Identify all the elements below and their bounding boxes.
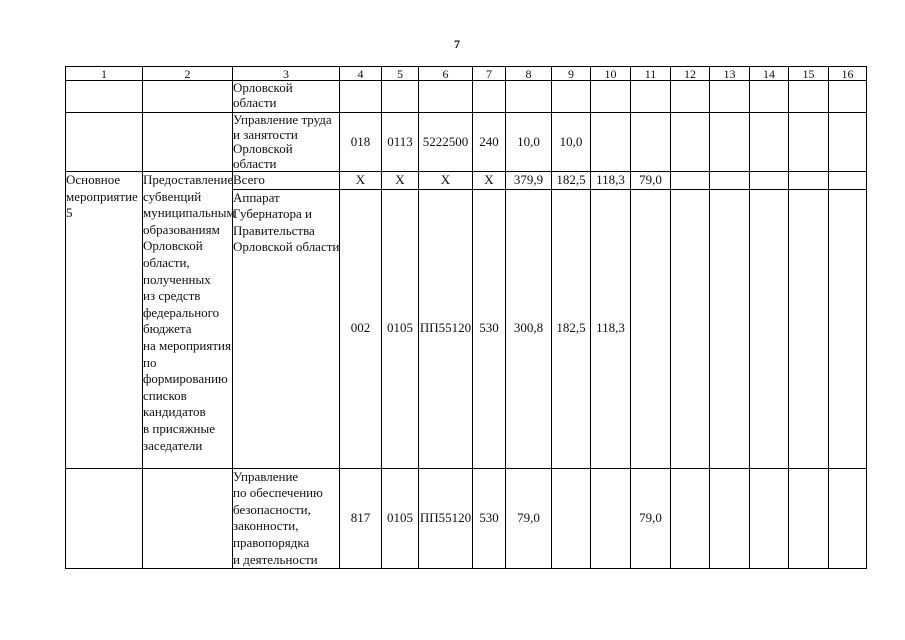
executor-cell: Аппарат Губернатора и Правительства Орловской области [233,189,340,468]
amount-cell [750,172,789,190]
amount-cell [552,468,591,569]
executor-cell: Всего [233,172,340,190]
amount-cell [789,113,829,172]
code-cell: 0105 [382,189,419,468]
code-cell: 240 [473,113,506,172]
table-row [66,113,867,172]
column-header: 6 [419,67,473,81]
column-header: 3 [233,67,340,81]
description-cell [143,113,233,172]
table-row [66,468,867,569]
amount-cell [829,189,867,468]
amount-cell [829,81,867,113]
amount-cell: 118,3 [591,172,631,190]
amount-cell: 182,5 [552,189,591,468]
amount-cell [710,189,750,468]
amount-cell [710,172,750,190]
code-cell: 5222500 [419,113,473,172]
amount-cell [710,81,750,113]
column-header: 10 [591,67,631,81]
description-cell [143,81,233,113]
measure-cell [66,468,143,569]
column-header: 15 [789,67,829,81]
amount-cell [591,468,631,569]
page-number: 7 [454,37,460,51]
description-cell [143,468,233,569]
code-cell [473,81,506,113]
code-cell: X [473,172,506,190]
budget-table [65,66,867,569]
amount-cell: 379,9 [506,172,552,190]
amount-cell: 182,5 [552,172,591,190]
code-cell: 018 [340,113,382,172]
executor-cell: Управление труда и занятости Орловской области [233,113,340,172]
amount-cell [506,81,552,113]
code-cell: ПП55120 [419,468,473,569]
amount-cell [750,468,789,569]
amount-cell [750,113,789,172]
description-cell: Предоставление субвенций муниципальным образованиям Орловской области, полученных из средств федерального бюджета на мероприятия по формированию списков кандидатов в присяжные заседатели [143,172,233,469]
amount-cell [591,81,631,113]
amount-cell [829,172,867,190]
amount-cell [789,468,829,569]
amount-cell [671,81,710,113]
amount-cell: 79,0 [631,468,671,569]
code-cell [340,81,382,113]
column-header: 8 [506,67,552,81]
measure-cell [66,113,143,172]
table-row [66,172,867,190]
code-cell: X [340,172,382,190]
code-cell: 530 [473,189,506,468]
code-cell: X [419,172,473,190]
amount-cell [710,468,750,569]
amount-cell [829,468,867,569]
amount-cell: 10,0 [506,113,552,172]
code-cell: ПП55120 [419,189,473,468]
column-header: 7 [473,67,506,81]
executor-cell: Управление по обеспечению безопасности, законности, правопорядка и деятельности [233,468,340,569]
amount-cell: 118,3 [591,189,631,468]
code-cell [419,81,473,113]
amount-cell [750,189,789,468]
code-cell: 530 [473,468,506,569]
code-cell: 0105 [382,468,419,569]
column-header: 11 [631,67,671,81]
amount-cell [671,172,710,190]
measure-cell: Основное мероприятие 5 [66,172,143,469]
amount-cell [671,468,710,569]
executor-cell: Орловской области [233,81,340,113]
column-header: 14 [750,67,789,81]
amount-cell [631,81,671,113]
amount-cell [789,172,829,190]
column-header: 12 [671,67,710,81]
amount-cell [671,189,710,468]
table-row [66,81,867,113]
amount-cell: 79,0 [506,468,552,569]
column-header: 16 [829,67,867,81]
code-cell: 002 [340,189,382,468]
amount-cell: 79,0 [631,172,671,190]
column-header: 2 [143,67,233,81]
amount-cell [789,189,829,468]
amount-cell [750,81,789,113]
amount-cell [710,113,750,172]
code-cell [382,81,419,113]
code-cell: X [382,172,419,190]
column-header: 13 [710,67,750,81]
column-header: 4 [340,67,382,81]
code-cell: 817 [340,468,382,569]
column-header: 9 [552,67,591,81]
amount-cell: 10,0 [552,113,591,172]
amount-cell: 300,8 [506,189,552,468]
amount-cell [552,81,591,113]
amount-cell [631,113,671,172]
code-cell: 0113 [382,113,419,172]
column-header: 5 [382,67,419,81]
amount-cell [591,113,631,172]
amount-cell [789,81,829,113]
column-header-row [66,67,867,81]
column-header: 1 [66,67,143,81]
measure-cell [66,81,143,113]
amount-cell [829,113,867,172]
amount-cell [631,189,671,468]
amount-cell [671,113,710,172]
